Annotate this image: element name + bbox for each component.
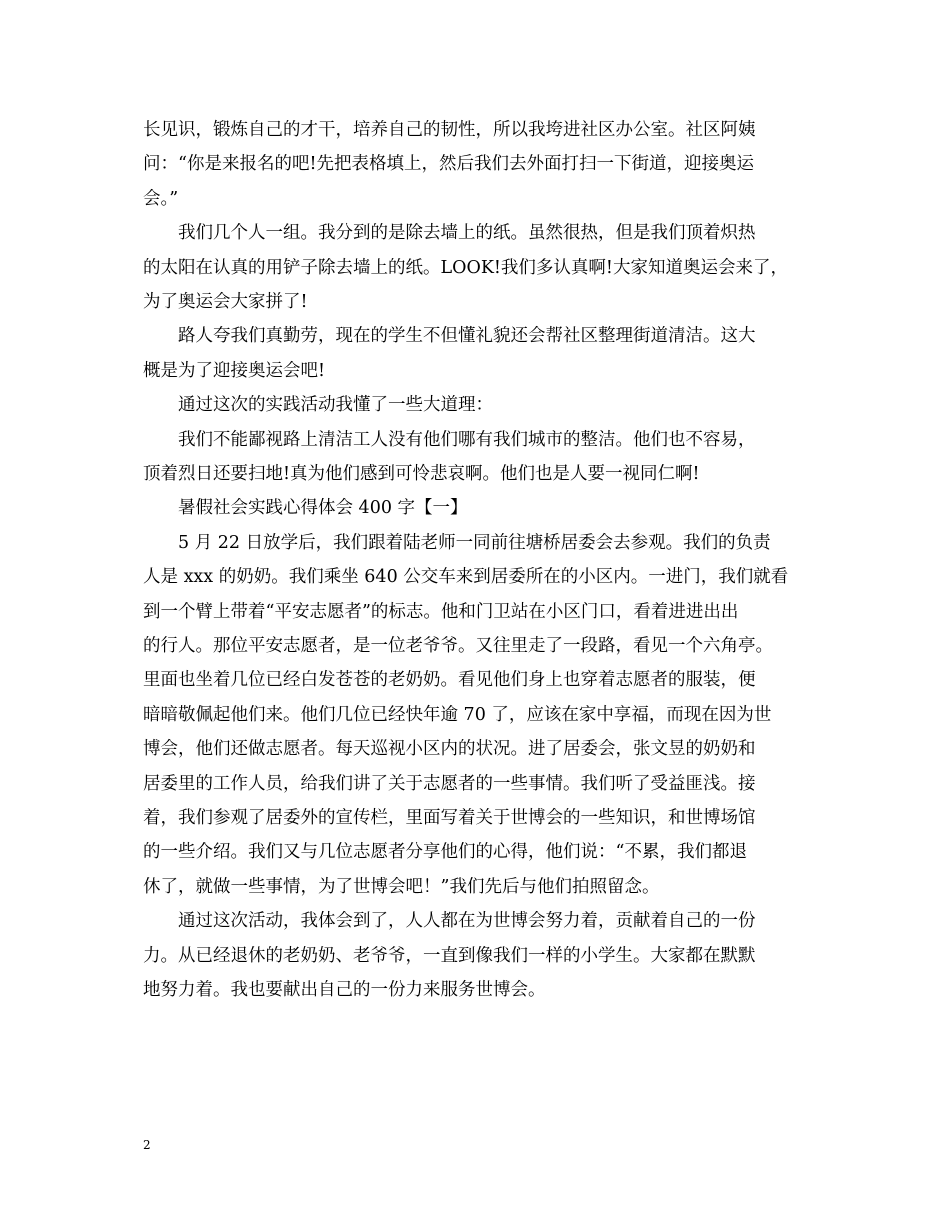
text-line: 的行人。那位平安志愿者，是一位老爷爷。又往里走了一段路，看见一个六角亭。 [143, 636, 773, 656]
text-line: 的太阳在认真的用铲子除去墙上的纸。LOOK!我们多认真啊!大家知道奥运会来了， [143, 257, 788, 278]
text-line: 概是为了迎接奥运会吧! [143, 360, 326, 381]
text-line: 到一个臂上带着“平安志愿者”的标志。他和门卫站在小区门口，看着进进出出 [143, 601, 739, 622]
text-line: 地努力着。我也要献出自己的一份力来服务世博会。 [143, 980, 546, 1000]
text-line: 居委里的工作人员，给我们讲了关于志愿者的一些事情。我们听了受益匪浅。接 [143, 773, 756, 794]
page-number: 2 [143, 1138, 151, 1152]
text-line: 长见识，锻炼自己的才干，培养自己的韧性，所以我垮进社区办公室。社区阿姨 [143, 120, 756, 140]
text-line: 问：“你是来报名的吧!先把表格填上，然后我们去外面打扫一下街道，迎接奥运 [143, 154, 754, 175]
text-line: 暗暗敬佩起他们来。他们几位已经快年逾 70 了，应该在家中享福，而现在因为世 [143, 704, 772, 725]
text-line: 人是 xxx 的奶奶。我们乘坐 640 公交车来到居委所在的小区内。一进门，我们就看 [143, 567, 789, 588]
text-line: 我们不能鄙视路上清洁工人没有他们哪有我们城市的整洁。他们也不容易， [143, 429, 756, 450]
text-line: 我们几个人一组。我分到的是除去墙上的纸。虽然很热，但是我们顶着炽热 [143, 223, 756, 244]
text-line: 力。从已经退休的老奶奶、老爷爷，一直到像我们一样的小学生。大家都在默默 [143, 945, 756, 966]
text-line: 顶着烈日还要扫地!真为他们感到可怜悲哀啊。他们也是人要一视同仁啊! [143, 464, 700, 484]
text-line: 通过这次的实践活动我懂了一些大道理： [143, 395, 493, 416]
text-line: 路人夸我们真勤劳，现在的学生不但懂礼貌还会帮社区整理街道清洁。这大 [143, 326, 756, 347]
text-line: 博会，他们还做志愿者。每天巡视小区内的状况。进了居委会，张文昱的奶奶和 [143, 739, 756, 760]
text-line: 着，我们参观了居委外的宣传栏，里面写着关于世博会的一些知识，和世博场馆 [143, 808, 756, 828]
text-line: 会。” [143, 188, 179, 209]
text-line: 的一些介绍。我们又与几位志愿者分享他们的心得，他们说：“不累，我们都退 [143, 842, 747, 863]
text-line: 通过这次活动，我体会到了，人人都在为世博会努力着，贡献着自己的一份 [143, 911, 756, 932]
text-line: 为了奥运会大家拼了! [143, 292, 308, 312]
text-line: 休了，就做一些事情，为了世博会吧！”我们先后与他们拍照留念。 [143, 876, 660, 897]
text-line: 暑假社会实践心得体会 400 字【一】 [143, 498, 468, 519]
text-line: 5 月 22 日放学后，我们跟着陆老师一同前往塘桥居委会去参观。我们的负责 [143, 532, 771, 553]
text-line: 里面也坐着几位已经白发苍苍的老奶奶。看见他们身上也穿着志愿者的服装，便 [143, 670, 756, 691]
